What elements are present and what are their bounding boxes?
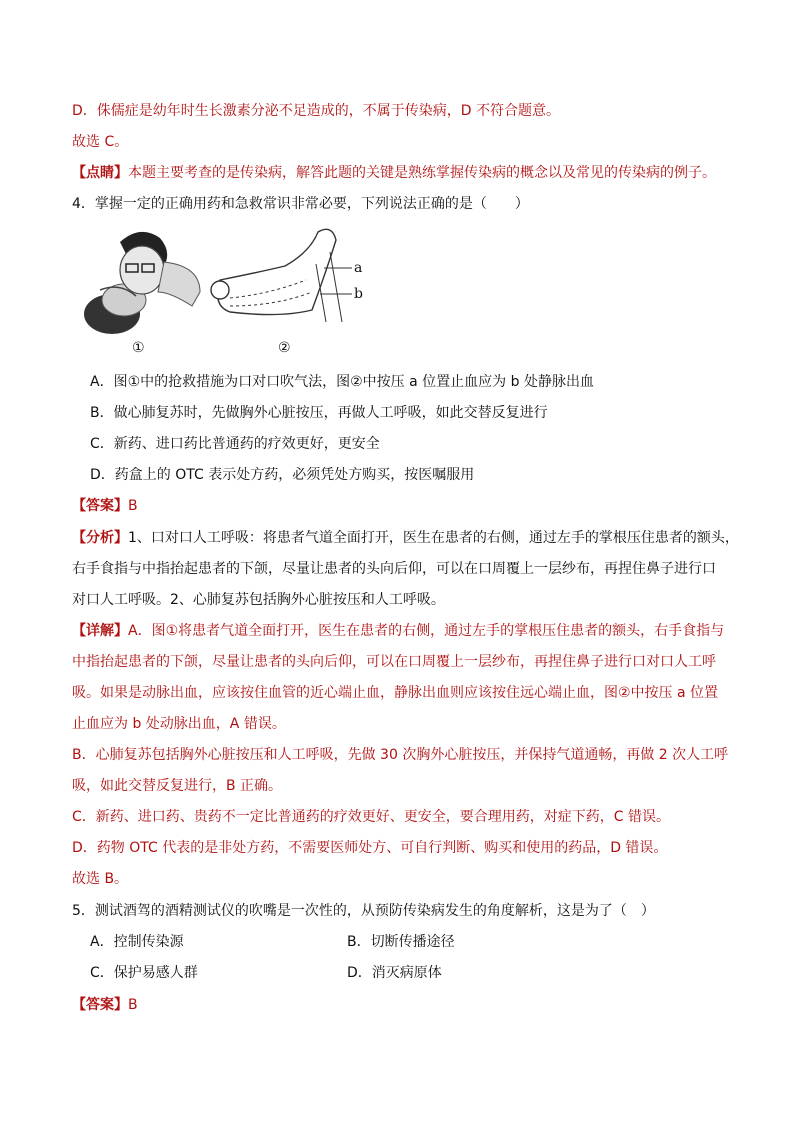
q4-detail-line-4: 止血应为 b 处动脉出血，A 错误。 bbox=[72, 716, 286, 732]
q5-option-b: B．切断传播途径 bbox=[347, 934, 455, 950]
q4-analysis-line-3: 对口人工呼吸。2、心肺复苏包括胸外心脏按压和人工呼吸。 bbox=[72, 592, 445, 608]
figure-2-caption: ② bbox=[278, 340, 291, 356]
q4-answer bbox=[72, 495, 138, 517]
detail-tag: 【详解】 bbox=[72, 623, 128, 639]
q4-detail-line-2: 中指抬起患者的下颌，尽量让患者的头向后仰，可以在口周覆上一层纱布，再捏住鼻子进行口对口人工呼 bbox=[72, 654, 716, 670]
answer-value: B bbox=[128, 997, 138, 1013]
prev-select: 故选 C。 bbox=[72, 134, 129, 150]
q4-select: 故选 B。 bbox=[72, 871, 129, 887]
answer-value: B bbox=[128, 498, 138, 514]
q4-analysis-line-2: 右手食指与中指抬起患者的下颌，尽量让患者的头向后仰，可以在口周覆上一层纱布，再捏住鼻子进行口 bbox=[72, 561, 716, 577]
q4-figure bbox=[80, 222, 380, 362]
q5-option-c: C．保护易感人群 bbox=[90, 965, 198, 981]
rescue-breathing-figure bbox=[84, 232, 200, 334]
prev-dianjing bbox=[72, 162, 716, 184]
q4-detail-line-7: C．新药、进口药、贵药不一定比普通药的疗效更好、更安全，要合理用药，对症下药，C 错误。 bbox=[72, 809, 670, 825]
q4-option-a: A．图①中的抢救措施为口对口吹气法，图②中按压 a 位置止血应为 b 处静脉出血 bbox=[90, 374, 594, 390]
q4-option-c: C．新药、进口药比普通药的疗效更好，更安全 bbox=[90, 436, 380, 452]
label-a: a bbox=[354, 260, 363, 276]
q4-detail-line-3: 吸。如果是动脉出血，应该按住血管的近心端止血，静脉出血则应该按住远心端止血，图②中按压 a 位置 bbox=[72, 685, 719, 701]
q5-option-a: A．控制传染源 bbox=[90, 934, 184, 950]
q5-stem: 5．测试酒驾的酒精测试仪的吹嘴是一次性的，从预防传染病发生的角度解析，这是为了（ ） bbox=[72, 903, 655, 919]
analysis-text: 1、口对口人工呼吸：将患者气道全面打开，医生在患者的右侧，通过左手的掌根压住患者的额头， bbox=[128, 530, 739, 546]
q4-analysis-line-1 bbox=[72, 527, 739, 549]
q4-detail-line-5: B．心肺复苏包括胸外心脏按压和人工呼吸，先做 30 次胸外心脏按压，并保持气道通畅，再做 2 次人工呼 bbox=[72, 747, 729, 763]
q4-option-d: D．药盒上的 OTC 表示处方药，必须凭处方购买，按医嘱服用 bbox=[90, 467, 475, 483]
arm-vessel-figure bbox=[211, 229, 363, 322]
label-b: b bbox=[354, 286, 363, 302]
q4-option-b: B．做心肺复苏时，先做胸外心脏按压，再做人工呼吸，如此交替反复进行 bbox=[90, 405, 548, 421]
q4-detail-line-1 bbox=[72, 620, 724, 642]
answer-tag: 【答案】 bbox=[72, 498, 128, 514]
q5-answer bbox=[72, 994, 138, 1016]
dianjing-tag: 【点睛】 bbox=[72, 165, 128, 181]
figure-1-caption: ① bbox=[132, 340, 145, 356]
answer-tag: 【答案】 bbox=[72, 997, 128, 1013]
analysis-tag: 【分析】 bbox=[72, 530, 128, 546]
prev-option-d: D．侏儒症是幼年时生长激素分泌不足造成的，不属于传染病，D 不符合题意。 bbox=[72, 103, 561, 119]
q4-stem: 4．掌握一定的正确用药和急救常识非常必要，下列说法正确的是（ ） bbox=[72, 196, 529, 212]
first-aid-illustration bbox=[80, 222, 380, 362]
dianjing-text: 本题主要考查的是传染病，解答此题的关键是熟练掌握传染病的概念以及常见的传染病的例子。 bbox=[128, 165, 716, 181]
detail-text: A．图①将患者气道全面打开，医生在患者的右侧，通过左手的掌根压住患者的额头，右手食指与 bbox=[128, 623, 725, 639]
q5-option-d: D．消灭病原体 bbox=[347, 965, 442, 981]
q4-detail-line-8: D．药物 OTC 代表的是非处方药，不需要医师处方、可自行判断、购买和使用的药品，D 错误。 bbox=[72, 840, 668, 856]
q4-detail-line-6: 吸，如此交替反复进行，B 正确。 bbox=[72, 778, 283, 794]
